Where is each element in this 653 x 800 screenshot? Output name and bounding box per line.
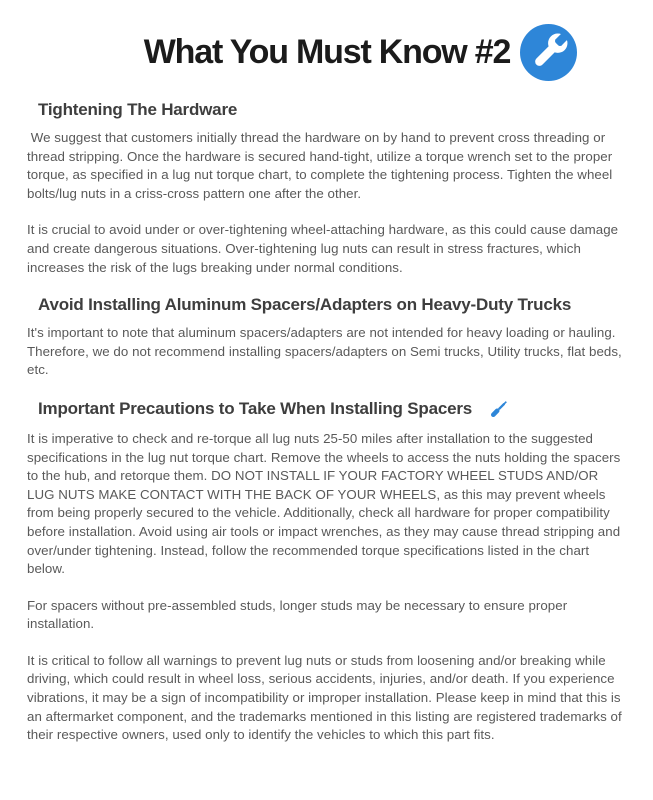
section-tightening-hardware	[27, 100, 627, 277]
section-heading-text: Important Precautions to Take When Installing Spacers	[38, 399, 473, 419]
page-title: What You Must Know #2	[143, 33, 511, 71]
section-heading	[38, 295, 627, 315]
section-heading-text: Tightening The Hardware	[38, 100, 238, 119]
section-heading	[38, 398, 627, 421]
paragraph: It's important to note that aluminum spacers/adapters are not intended for heavy loading or hauling. Therefore, we do not recommend installing spacers/adapters on Semi trucks, Utility trucks, flat beds, etc.	[27, 325, 626, 378]
section-important-precautions	[27, 398, 627, 745]
paragraph: For spacers without pre-assembled studs, longer studs may be necessary to ensure proper installation.	[27, 597, 571, 632]
paragraph: We suggest that customers initially thread the hardware on by hand to prevent cross threading or thread stripping. Once the hardware is secured hand-tight, utilize a torque wrench set to the proper torque, as specified in a lug nut torque chart, to complete the tightening process. Tighten the wheel bolts/lug nuts in a criss-cross pattern one after the other.	[27, 130, 617, 201]
wrench-circle-icon	[520, 24, 577, 81]
section-heading-text: Avoid Installing Aluminum Spacers/Adapters on Heavy-Duty Trucks	[38, 295, 572, 315]
paragraph: It is critical to follow all warnings to prevent lug nuts or studs from loosening and/or breaking while driving, which could result in wheel loss, serious accidents, injuries, and/or death. If you experience vibrations, it may be a sign of incompatibility or improper installation. Please keep in mind that this is an aftermarket component, and the trademarks mentioned in this listing are registered trademarks of their respective owners, used only to identify the vehicles to which this part fits.	[27, 652, 626, 743]
header	[27, 22, 627, 82]
screwdriver-icon	[487, 398, 510, 421]
paragraph: It is imperative to check and re-torque all lug nuts 25-50 miles after installation to the suggested specifications in the lug nut torque chart. Remove the wheels to access the nuts holding the spacers to the hub, and retorque them. DO NOT INSTALL IF YOUR FACTORY WHEEL STUDS AND/OR LUG NUTS MAKE CONTACT WITH THE BACK OF YOUR WHEELS, as this may prevent wheels from being properly secured to the vehicle. Additionally, check all hardware for proper compatibility before installation. Avoid using air tools or impact wrenches, as they may cause thread stripping and over/under tightening. Instead, follow the recommended torque specifications listed in the chart below.	[27, 430, 625, 577]
paragraph: It is crucial to avoid under or over-tightening wheel-attaching hardware, as this could cause damage and create dangerous situations. Over-tightening lug nuts can result in stress fractures, which increases the risk of the lugs breaking under normal conditions.	[27, 222, 622, 275]
section-heading	[38, 100, 627, 120]
section-avoid-aluminum-spacers	[27, 295, 627, 380]
